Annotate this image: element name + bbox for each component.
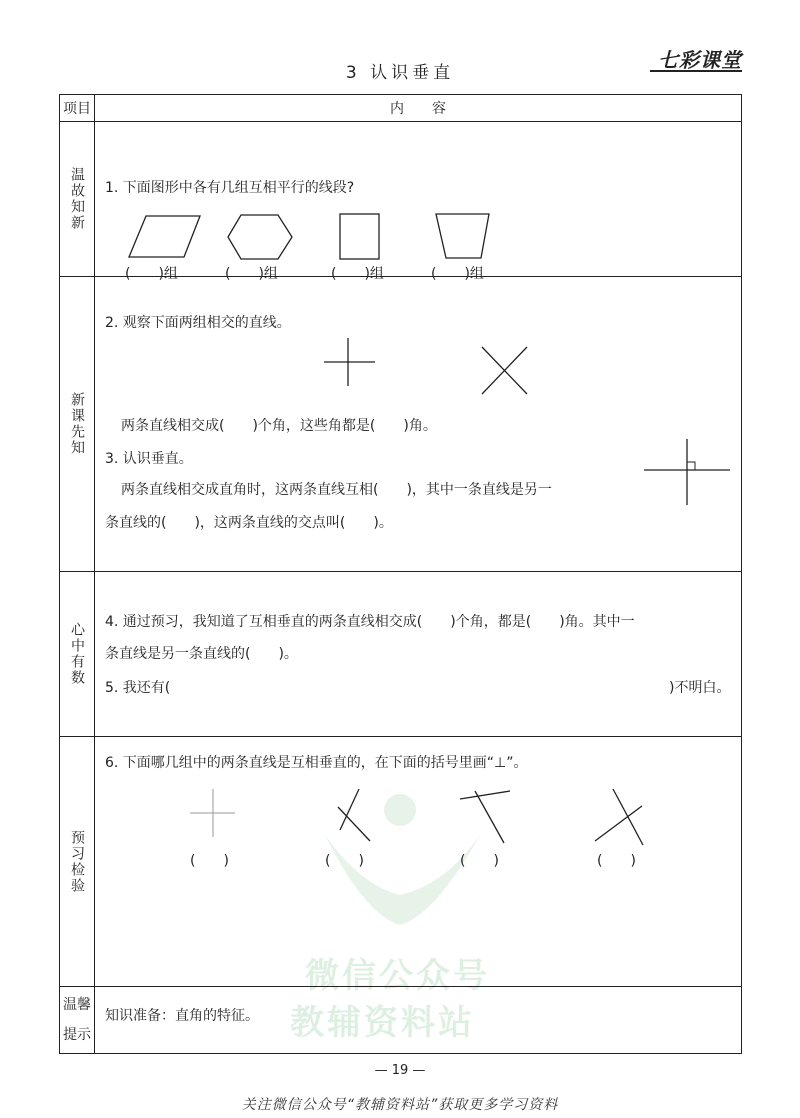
- watermark-text-2: 教辅资料站: [290, 1003, 475, 1043]
- answer-blank[interactable]: ( )组: [431, 266, 484, 282]
- worksheet-table: [59, 94, 742, 1054]
- shapes-figure: [95, 122, 741, 277]
- answer-blank[interactable]: ( )组: [331, 266, 384, 282]
- section-label: 温馨: [63, 997, 91, 1013]
- page-number: — 19 —: [374, 1063, 426, 1078]
- question-2-answer-line: 两条直线相交成( )个角，这些角都是( )角。: [121, 418, 437, 434]
- page-title: 3 认识垂直: [345, 63, 455, 83]
- header-col-item: 项目: [60, 95, 95, 122]
- answer-blank[interactable]: ( )组: [125, 266, 178, 282]
- section-preview: [95, 277, 742, 572]
- hexagon-shape: [228, 215, 292, 259]
- question-3: 3. 认识垂直。: [105, 451, 193, 467]
- section-label: 温故知新: [69, 167, 85, 231]
- section-label: 新课先知: [69, 392, 85, 456]
- answer-blank[interactable]: ( ): [597, 853, 636, 869]
- answer-blank[interactable]: ( ): [190, 853, 229, 869]
- section-tip: [95, 987, 742, 1054]
- question-4-line-1: 4. 通过预习，我知道了互相垂直的两条直线相交成( )个角，都是( )角。其中一: [105, 614, 635, 630]
- question-2: 2. 观察下面两组相交的直线。: [105, 315, 291, 331]
- trapezoid-shape: [436, 214, 489, 258]
- watermark-text-1: 微信公众号: [305, 956, 490, 996]
- section-review: [95, 122, 742, 282]
- footer-text: 关注微信公众号“教辅资料站”获取更多学习资料: [241, 1097, 559, 1113]
- section-label: 预习检验: [69, 829, 85, 894]
- question-4-line-2: 条直线是另一条直线的( )。: [105, 646, 298, 662]
- section-practice: [95, 737, 742, 987]
- question-5-end: )不明白。: [669, 680, 731, 696]
- question-6: 6. 下面哪几组中的两条直线是互相垂直的，在下面的括号里画“⊥”。: [105, 755, 528, 771]
- brand-underline: [650, 70, 742, 72]
- section-label: 心中有数: [69, 622, 85, 686]
- rectangle-shape: [340, 214, 379, 259]
- header-col-content: 内 容: [95, 95, 742, 122]
- section-self-check: [95, 572, 742, 737]
- question-5-start: 5. 我还有(: [105, 680, 171, 696]
- question-3-line-1: 两条直线相交成直角时，这两条直线互相( )，其中一条直线是另一: [121, 482, 552, 498]
- parallelogram-shape: [129, 216, 200, 257]
- answer-blank[interactable]: ( )组: [225, 266, 278, 282]
- answer-blank[interactable]: ( ): [460, 853, 499, 869]
- question-3-line-2: 条直线的( )，这两条直线的交点叫( )。: [105, 515, 393, 531]
- tip-text: 知识准备：直角的特征。: [105, 1008, 259, 1024]
- question-1: 1. 下面图形中各有几组互相平行的线段?: [105, 180, 355, 196]
- brand-logo: 七彩课堂: [658, 48, 742, 72]
- answer-blank[interactable]: ( ): [325, 853, 364, 869]
- section-label: 提示: [63, 1027, 91, 1043]
